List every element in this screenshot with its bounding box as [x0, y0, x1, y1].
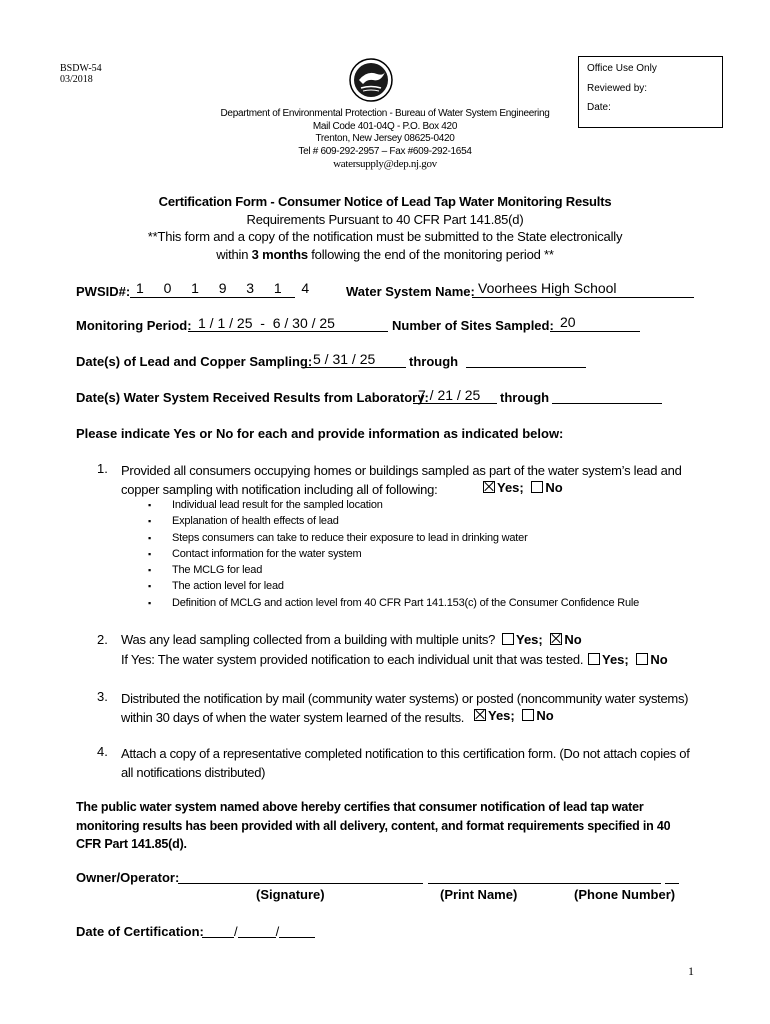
cert-year-field[interactable]	[279, 924, 315, 938]
system-name-label: Water System Name:	[346, 284, 475, 299]
item-1-yes-checkbox[interactable]	[483, 481, 495, 493]
item-2a-yes-checkbox[interactable]	[502, 633, 514, 645]
date-of-certification-field[interactable]: / /	[202, 924, 315, 939]
cert-day-field[interactable]	[238, 924, 276, 938]
phone-number-field[interactable]	[665, 883, 679, 884]
sampling-through-label: through	[409, 354, 459, 369]
results-received-line	[413, 403, 497, 404]
item-2b-yes-checkbox[interactable]	[588, 653, 600, 665]
sampling-dates-label: Date(s) of Lead and Copper Sampling:	[76, 354, 313, 369]
sampling-date-line	[303, 367, 406, 368]
results-received-field[interactable]: 7 / 21 / 25	[418, 387, 481, 403]
item-2-text-line1: Was any lead sampling collected from a building with multiple units?	[121, 632, 496, 647]
signature-caption: (Signature)	[256, 887, 325, 902]
item-2a-no-checkbox[interactable]	[550, 633, 562, 645]
list-item: ▪ Steps consumers can take to reduce their exposure to lead in drinking water	[148, 530, 728, 546]
deadline-note: within 3 months following the end of the monitoring period **	[216, 246, 554, 262]
item-1-options: Yes; No	[483, 480, 563, 495]
sites-sampled-field[interactable]: 20	[560, 314, 576, 330]
system-name-line	[472, 297, 694, 298]
certification-line1: The public water system named above hereby certifies that consumer notification of lead tap water	[76, 800, 644, 814]
owner-operator-label: Owner/Operator:	[76, 870, 180, 885]
dept-line: Department of Environmental Protection - Bureau of Water System Engineering	[220, 108, 550, 119]
form-subtitle: Requirements Pursuant to 40 CFR Part 141.85(d)	[246, 211, 524, 227]
certification-line3: CFR Part 141.85(d).	[76, 837, 187, 851]
item-3-text-line1: Distributed the notification by mail (community water systems) or posted (noncommunity water systems)	[121, 691, 689, 706]
item-4-text-line2: all notifications distributed)	[121, 765, 266, 780]
reviewed-by-label: Reviewed by:	[587, 83, 648, 94]
item-4-number: 4.	[97, 744, 108, 759]
city-line: Trenton, New Jersey 08625-0420	[315, 133, 455, 144]
pwsid-line	[130, 297, 295, 298]
item-3-no-checkbox[interactable]	[522, 709, 534, 721]
submission-note: **This form and a copy of the notification must be submitted to the State electronically	[147, 229, 623, 244]
item-3-options: Yes; No	[474, 708, 554, 723]
office-use-box	[578, 56, 723, 128]
item-4-text-line1: Attach a copy of a representative completed notification to this certification form. (Do not attach copies of	[121, 746, 690, 761]
list-item: ▪ Contact information for the water system	[148, 546, 728, 562]
list-item: ▪ Individual lead result for the sampled location	[148, 497, 728, 513]
page-number: 1	[688, 964, 694, 978]
instructions: Please indicate Yes or No for each and provide information as indicated below:	[76, 426, 564, 441]
pwsid-field[interactable]: 1 0 1 9 3 1 4	[136, 280, 314, 296]
mail-code: Mail Code 401-04Q - P.O. Box 420	[312, 120, 458, 132]
list-item: ▪ Explanation of health effects of lead	[148, 513, 728, 529]
sites-sampled-label: Number of Sites Sampled:	[392, 318, 554, 333]
cert-month-field[interactable]	[202, 924, 234, 938]
pwsid-label: PWSID#:	[76, 284, 131, 299]
form-code: BSDW-54	[60, 63, 102, 74]
phone-number-caption: (Phone Number)	[574, 887, 676, 902]
notification-contents-list	[148, 497, 728, 611]
item-3-number: 3.	[97, 689, 108, 704]
office-date-label: Date:	[587, 102, 611, 113]
item-2b-options: Yes; No	[588, 652, 668, 667]
monitoring-period-label: Monitoring Period:	[76, 318, 192, 333]
certification-line2: monitoring results has been provided with all delivery, content, and format requirements specified in 40	[76, 818, 671, 833]
results-through-label: through	[500, 390, 550, 405]
sampling-date-field[interactable]: 5 / 31 / 25	[313, 351, 376, 367]
item-3-yes-checkbox[interactable]	[474, 709, 486, 721]
item-2b-no-checkbox[interactable]	[636, 653, 648, 665]
sites-sampled-line	[550, 331, 640, 332]
sampling-through-field[interactable]	[466, 367, 586, 368]
monitoring-period-line	[188, 331, 388, 332]
item-1-number: 1.	[97, 461, 108, 476]
phone-line: Tel # 609-292-2957 – Fax #609-292-1654	[298, 145, 472, 157]
system-name-field[interactable]: Voorhees High School	[478, 280, 617, 296]
print-name-field[interactable]	[428, 883, 661, 884]
item-1-no-checkbox[interactable]	[531, 481, 543, 493]
results-through-field[interactable]	[552, 403, 662, 404]
office-use-title: Office Use Only	[587, 63, 657, 74]
item-2-number: 2.	[97, 632, 108, 647]
email-line: watersupply@dep.nj.gov	[333, 158, 437, 170]
form-title: Certification Form - Consumer Notice of Lead Tap Water Monitoring Results	[158, 194, 612, 209]
list-item: ▪ The action level for lead	[148, 578, 728, 594]
item-1-text-line2: copper sampling with notification including all of following:	[121, 482, 438, 497]
form-date: 03/2018	[60, 74, 93, 85]
print-name-caption: (Print Name)	[440, 887, 518, 902]
monitoring-period-field[interactable]: 1 / 1 / 25 - 6 / 30 / 25	[198, 315, 335, 331]
item-3-text-line2: within 30 days of when the water system learned of the results.	[121, 710, 465, 725]
item-2a-options: Yes; No	[502, 632, 582, 647]
results-received-label: Date(s) Water System Received Results from Laboratory:	[76, 390, 429, 405]
item-2-text-line2: If Yes: The water system provided notification to each individual unit that was tested.	[121, 652, 584, 667]
signature-field[interactable]	[178, 883, 423, 884]
list-item: ▪ Definition of MCLG and action level from 40 CFR Part 141.153(c) of the Consumer Confidence Rule	[148, 595, 728, 611]
list-item: ▪ The MCLG for lead	[148, 562, 728, 578]
date-of-certification-label: Date of Certification:	[76, 924, 204, 939]
dep-logo-icon	[349, 58, 393, 102]
item-1-text-line1: Provided all consumers occupying homes or buildings sampled as part of the water system’s lead and	[121, 463, 682, 478]
